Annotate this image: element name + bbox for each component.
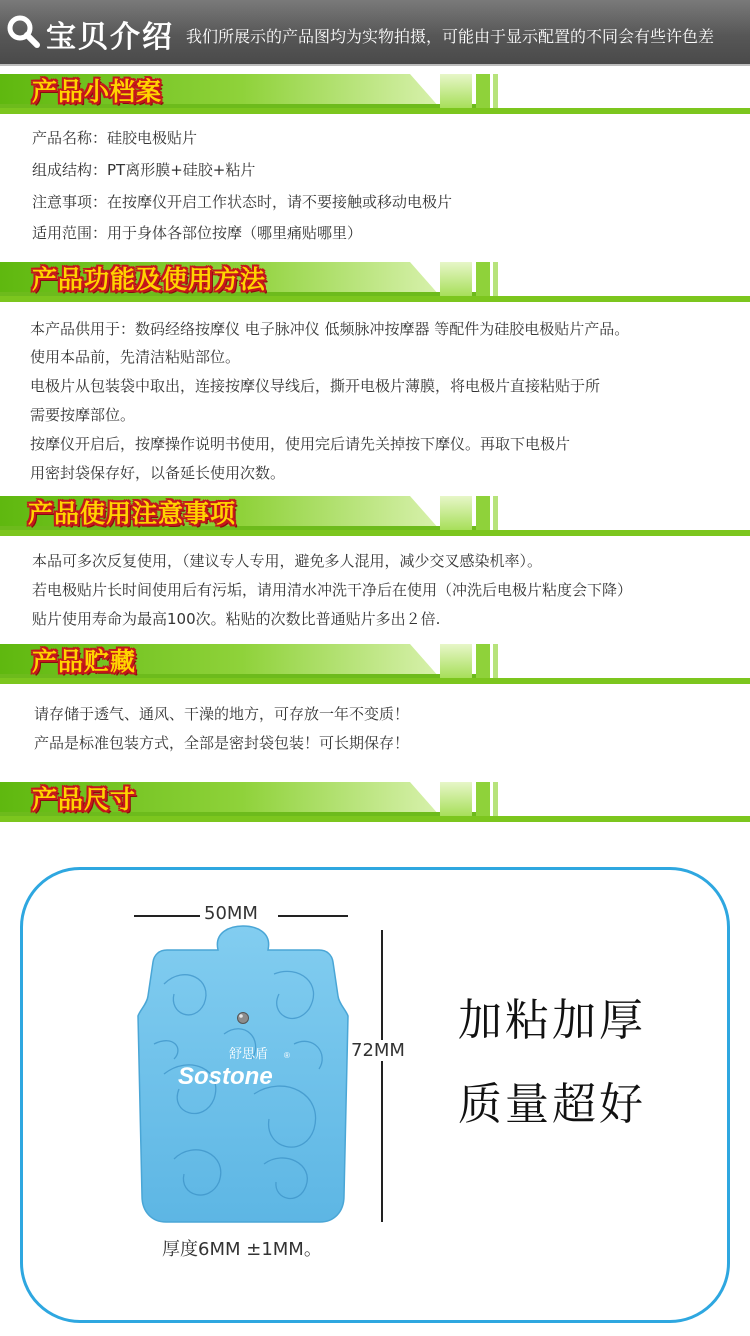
profile-line: 注意事项：在按摩仪开启工作状态时，请不要接触或移动电极片 bbox=[32, 193, 453, 211]
brand-cn: 舒思盾 bbox=[229, 1046, 269, 1061]
page-header bbox=[0, 0, 750, 64]
section-banner-size bbox=[0, 774, 750, 824]
section-banner-profile bbox=[0, 66, 750, 116]
usage-line: 电极片从包装袋中取出，连接按摩仪导线后，撕开电极片薄膜，将电极片直接粘贴于所 bbox=[30, 377, 601, 395]
height-dimension-line bbox=[374, 928, 388, 1224]
section-title: 产品小档案 bbox=[32, 77, 163, 106]
section-banner-storage bbox=[0, 636, 750, 686]
usage-line: 用密封袋保存好，以备延长使用次数。 bbox=[30, 464, 286, 482]
precaution-line: 本品可多次反复使用，（建议专人专用，避免多人混用，减少交叉感染机率）。 bbox=[32, 552, 543, 570]
width-label: 50MM bbox=[204, 903, 258, 924]
section-title: 产品功能及使用方法 bbox=[32, 265, 267, 294]
precaution-line: 若电极贴片长时间使用后有污垢，请用清水冲洗干净后在使用（冲洗后电极片粘度会下降） bbox=[32, 581, 633, 599]
usage-line: 按摩仪开启后，按摩操作说明书使用，使用完后请先关掉按下摩仪。再取下电极片 bbox=[30, 435, 571, 453]
svg-text:®: ® bbox=[284, 1051, 290, 1060]
section-title: 产品尺寸 bbox=[32, 785, 137, 814]
feature-line: 质量超好 bbox=[458, 1079, 646, 1130]
storage-line: 产品是标准包装方式，全部是密封袋包装！可长期保存！ bbox=[34, 734, 410, 752]
search-icon bbox=[6, 14, 40, 48]
profile-line: 产品名称：硅胶电极贴片 bbox=[32, 129, 198, 147]
height-label: 72MM bbox=[351, 1040, 405, 1061]
profile-line: 组成结构：PT离形膜+硅胶+粘片 bbox=[32, 161, 256, 179]
section-banner-usage bbox=[0, 254, 750, 304]
thickness-label: 厚度6MM ±1MM。 bbox=[162, 1239, 322, 1260]
section-title: 产品贮藏 bbox=[32, 647, 137, 676]
section-title: 产品使用注意事项 bbox=[28, 499, 237, 528]
header-subtitle: 我们所展示的产品图均为实物拍摄，可能由于显示配置的不同会有些许色差 bbox=[186, 27, 715, 46]
feature-line: 加粘加厚 bbox=[458, 995, 646, 1046]
brand-en: Sostone bbox=[178, 1063, 273, 1090]
header-title: 宝贝介绍 bbox=[46, 20, 174, 55]
section-banner-precautions bbox=[0, 488, 750, 538]
precaution-line: 贴片使用寿命为最高100次。粘贴的次数比普通贴片多出２倍. bbox=[32, 610, 441, 628]
electrode-pad-image bbox=[134, 924, 352, 1224]
storage-line: 请存储于透气、通风、干澡的地方，可存放一年不变质！ bbox=[34, 705, 410, 723]
usage-line: 需要按摩部位。 bbox=[30, 406, 136, 424]
usage-line: 使用本品前，先清洁粘贴部位。 bbox=[30, 348, 241, 366]
usage-line: 本产品供用于：数码经络按摩仪 电子脉冲仪 低频脉冲按摩器 等配件为硅胶电极贴片产品。 bbox=[30, 320, 630, 338]
profile-line: 适用范围：用于身体各部位按摩（哪里痛贴哪里） bbox=[32, 224, 363, 242]
